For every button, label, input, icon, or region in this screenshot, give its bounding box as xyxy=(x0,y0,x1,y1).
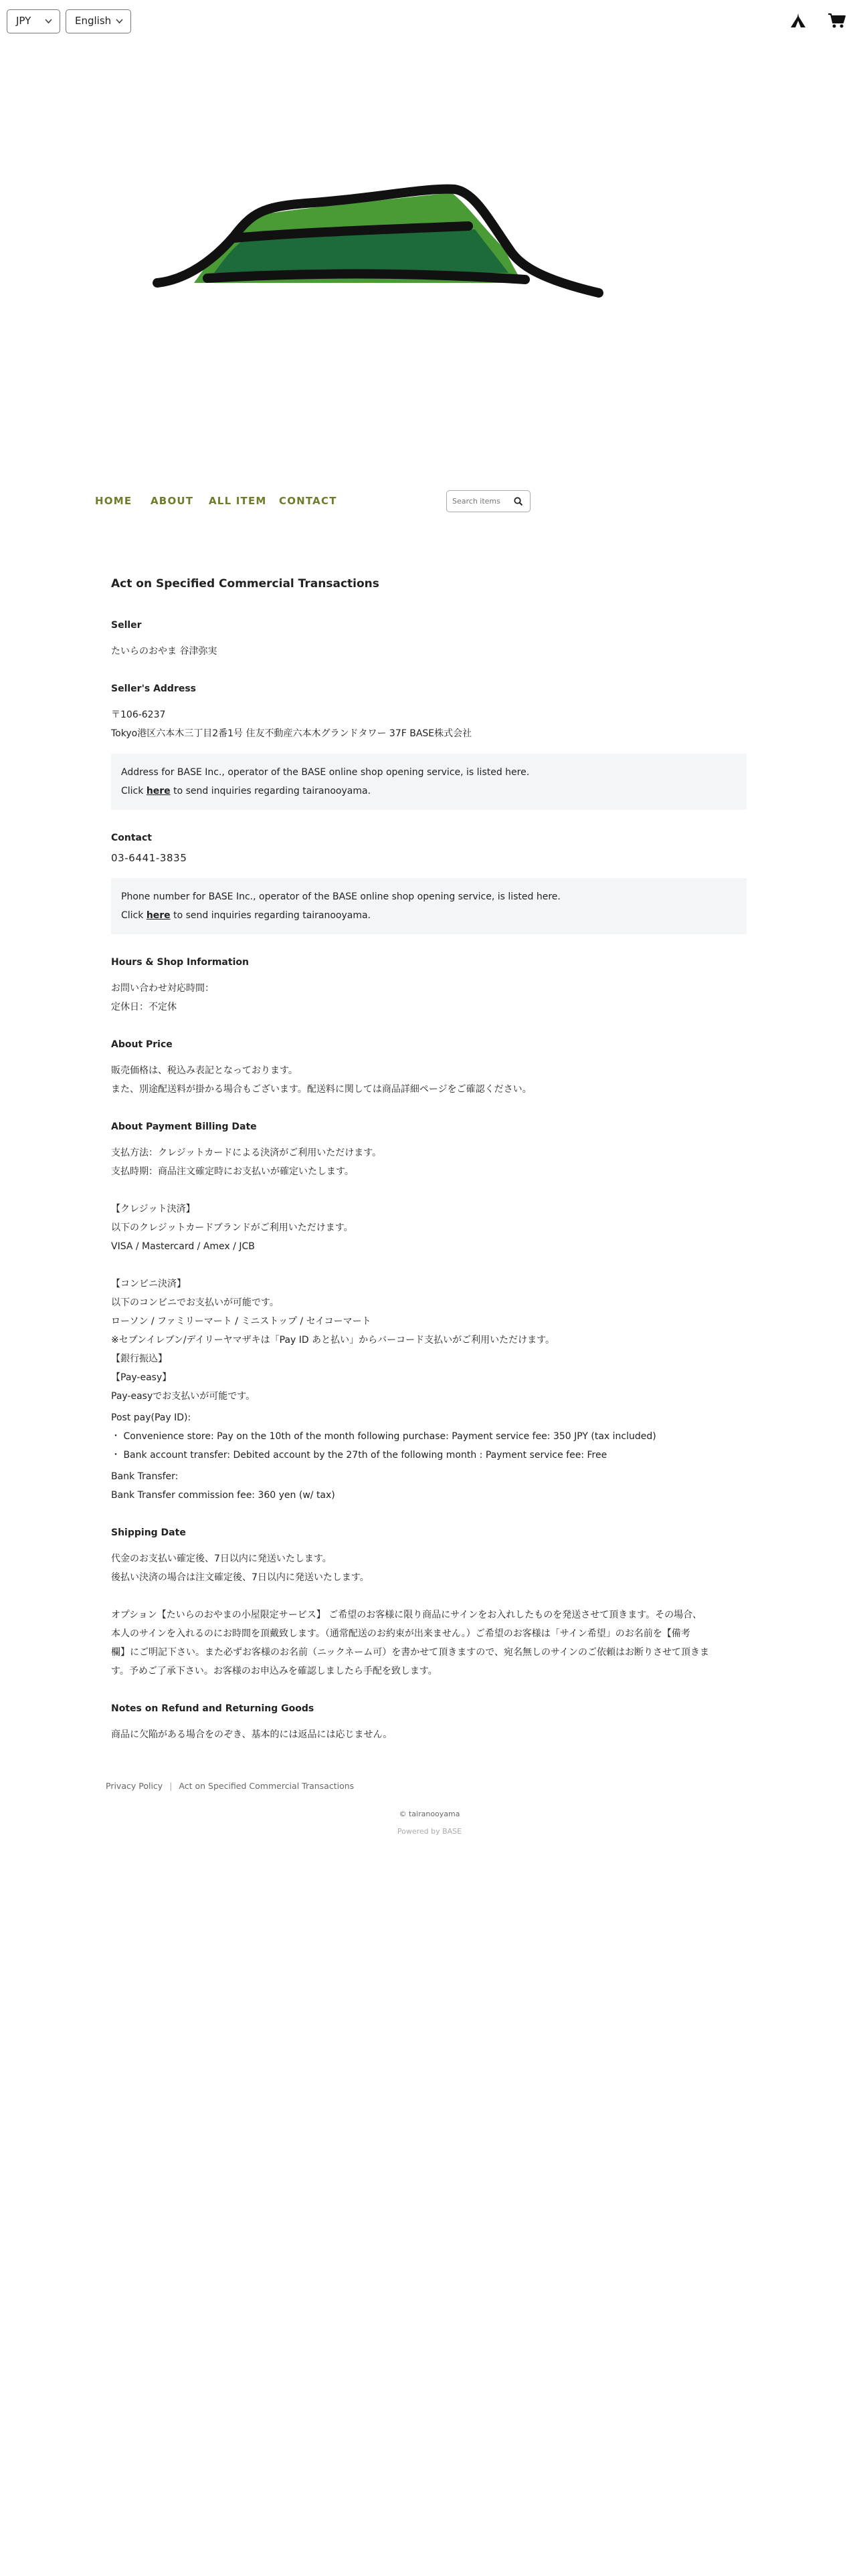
contact-heading: Contact xyxy=(111,833,152,843)
search-box xyxy=(446,490,531,512)
option-line: す。予めご了承下さい。お客様のお申込みを確認しましたら手配を致します。 xyxy=(111,1666,438,1677)
chevron-down-icon xyxy=(116,10,123,41)
payment-line: 以下のクレジットカードブランドがご利用いただけます。 xyxy=(111,1222,353,1233)
price-heading: About Price xyxy=(111,1039,173,1050)
payid-bullet: ・ Bank account transfer: Debited account by the 27th of the following month : Payment service fee: Free xyxy=(111,1450,607,1461)
note-text: to send inquiries regarding tairanooyama. xyxy=(170,786,371,796)
cart-icon[interactable] xyxy=(828,12,846,32)
payid-bullet: ・ Convenience store: Pay on the 10th of the month following purchase: Payment service fee: 350 JPY (tax included) xyxy=(111,1431,656,1442)
search-icon[interactable] xyxy=(514,496,523,509)
shipping-line: 代金のお支払い確定後、7日以内に発送いたします。 xyxy=(111,1553,332,1564)
page-title: Act on Specified Commercial Transactions xyxy=(111,577,379,591)
refund-section xyxy=(111,1703,747,1744)
payment-line: ローソン / ファミリーマート / ミニストップ / セイコーマート xyxy=(111,1316,371,1327)
seller-value: たいらのおやま 谷津弥実 xyxy=(111,646,217,657)
nav-home[interactable]: HOME xyxy=(95,495,132,507)
address-line: 〒106-6237 xyxy=(111,710,166,720)
contact-section xyxy=(111,833,747,934)
payment-line: 支払方法：クレジットカードによる決済がご利用いただけます。 xyxy=(111,1148,382,1158)
payment-line: 支払時期：商品注文確定時にお支払いが確定いたします。 xyxy=(111,1166,354,1177)
phone-note-link-line xyxy=(121,906,737,925)
payment-line: VISA / Mastercard / Amex / JCB xyxy=(111,1241,255,1252)
shop-logo-illustration xyxy=(147,173,615,313)
payid-bullet-text: Convenience store: Pay on the 10th of the month following purchase: Payment service fee: 350 JPY (tax included) xyxy=(123,1431,656,1442)
footer-privacy-link[interactable]: Privacy Policy xyxy=(106,1781,163,1791)
footer-act-link[interactable]: Act on Specified Commercial Transactions xyxy=(179,1781,355,1791)
hours-section xyxy=(111,957,747,1016)
footer-separator: | xyxy=(169,1781,173,1791)
payment-line: 【Pay-easy】 xyxy=(111,1372,172,1383)
nav-contact[interactable]: CONTACT xyxy=(279,495,337,507)
footer-links xyxy=(106,1781,354,1791)
address-heading: Seller's Address xyxy=(111,683,197,694)
search-input[interactable] xyxy=(452,495,507,507)
hours-line: 定休日：不定休 xyxy=(111,1002,177,1012)
bank-line: Bank Transfer commission fee: 360 yen (w/ tax) xyxy=(111,1490,335,1501)
top-bar xyxy=(0,0,859,47)
refund-value: 商品に欠陥がある場合をのぞき、基本的には返品には応じません。 xyxy=(111,1729,393,1740)
currency-select[interactable] xyxy=(7,9,60,33)
currency-value: JPY xyxy=(16,15,31,27)
nav-all-item[interactable]: ALL ITEM xyxy=(209,495,267,507)
contact-phone: 03-6441-3835 xyxy=(111,852,187,864)
powered-by-base[interactable]: Powered by BASE xyxy=(397,1827,462,1836)
payment-line: 【クレジット決済】 xyxy=(111,1204,195,1214)
hours-line: お問い合わせ対応時間： xyxy=(111,983,214,994)
payment-section xyxy=(111,1121,747,1505)
price-line: 販売価格は、税込み表記となっております。 xyxy=(111,1065,298,1076)
seller-heading: Seller xyxy=(111,620,142,631)
copyright: © tairanooyama xyxy=(399,1810,460,1818)
shipping-section xyxy=(111,1527,747,1681)
phone-note-box xyxy=(111,878,747,934)
hours-heading: Hours & Shop Information xyxy=(111,957,249,968)
note-text: Click xyxy=(121,910,147,921)
legal-content xyxy=(111,572,747,1767)
chevron-down-icon xyxy=(45,10,52,41)
payment-heading: About Payment Billing Date xyxy=(111,1121,257,1132)
language-value: English xyxy=(75,15,112,27)
phone-note-text: Phone number for BASE Inc., operator of the BASE online shop opening service, is listed here. xyxy=(121,891,561,902)
option-line: 欄】にご明記下さい。また必ずお客様のお名前（ニックネーム可）を書かせて頂きますので、宛名無しのサインのご依頼はお断りさせて頂きま xyxy=(111,1647,710,1658)
address-inquiry-link[interactable]: here xyxy=(146,786,171,796)
option-line: オプション【たいらのおやまの小屋限定サービス】 ご希望のお客様に限り商品にサインをお入れしたものを発送させて頂きます。その場合、 xyxy=(111,1610,702,1620)
payid-heading: Post pay(Pay ID): xyxy=(111,1412,191,1423)
payment-line: Pay-easyでお支払いが可能です。 xyxy=(111,1391,256,1402)
phone-inquiry-link[interactable]: here xyxy=(146,910,171,921)
payment-line: 【コンビニ決済】 xyxy=(111,1279,186,1289)
shipping-line: 後払い決済の場合は注文確定後、7日以内に発送いたします。 xyxy=(111,1572,369,1583)
address-section xyxy=(111,683,747,810)
address-note-link-line xyxy=(121,782,737,800)
address-note-text: Address for BASE Inc., operator of the BASE online shop opening service, is listed here. xyxy=(121,767,530,778)
nav-about[interactable]: ABOUT xyxy=(151,495,194,507)
payid-bullet-text: Bank account transfer: Debited account by the 27th of the following month : Payment service fee: Free xyxy=(123,1450,607,1461)
address-line: Tokyo港区六本木三丁目2番1号 住友不動産六本木グランドタワー 37F BASE株式会社 xyxy=(111,728,472,739)
option-line: 本人のサインを入れるのにお時間を頂戴致します。（通常配送のお約束が出来ません。）ご希望のお客様は「サイン希望」のお名前を【備考 xyxy=(111,1628,690,1639)
price-line: また、別途配送料が掛かる場合もございます。配送料に関しては商品詳細ページをご確認ください。 xyxy=(111,1084,532,1095)
shipping-heading: Shipping Date xyxy=(111,1527,186,1538)
price-section xyxy=(111,1039,747,1099)
bank-line: Bank Transfer: xyxy=(111,1471,179,1482)
language-select[interactable] xyxy=(66,9,131,33)
seller-section xyxy=(111,620,747,661)
address-note-box xyxy=(111,754,747,810)
tent-logo-icon[interactable] xyxy=(789,12,807,32)
payment-line: 以下のコンビニでお支払いが可能です。 xyxy=(111,1297,279,1308)
payment-line: 【銀行振込】 xyxy=(111,1354,167,1364)
payment-line: ※セブンイレブン/デイリーヤマザキは「Pay ID あと払い」からバーコード支払いがご利用いただけます。 xyxy=(111,1335,555,1346)
note-text: Click xyxy=(121,786,147,796)
refund-heading: Notes on Refund and Returning Goods xyxy=(111,1703,314,1714)
note-text: to send inquiries regarding tairanooyama. xyxy=(170,910,371,921)
